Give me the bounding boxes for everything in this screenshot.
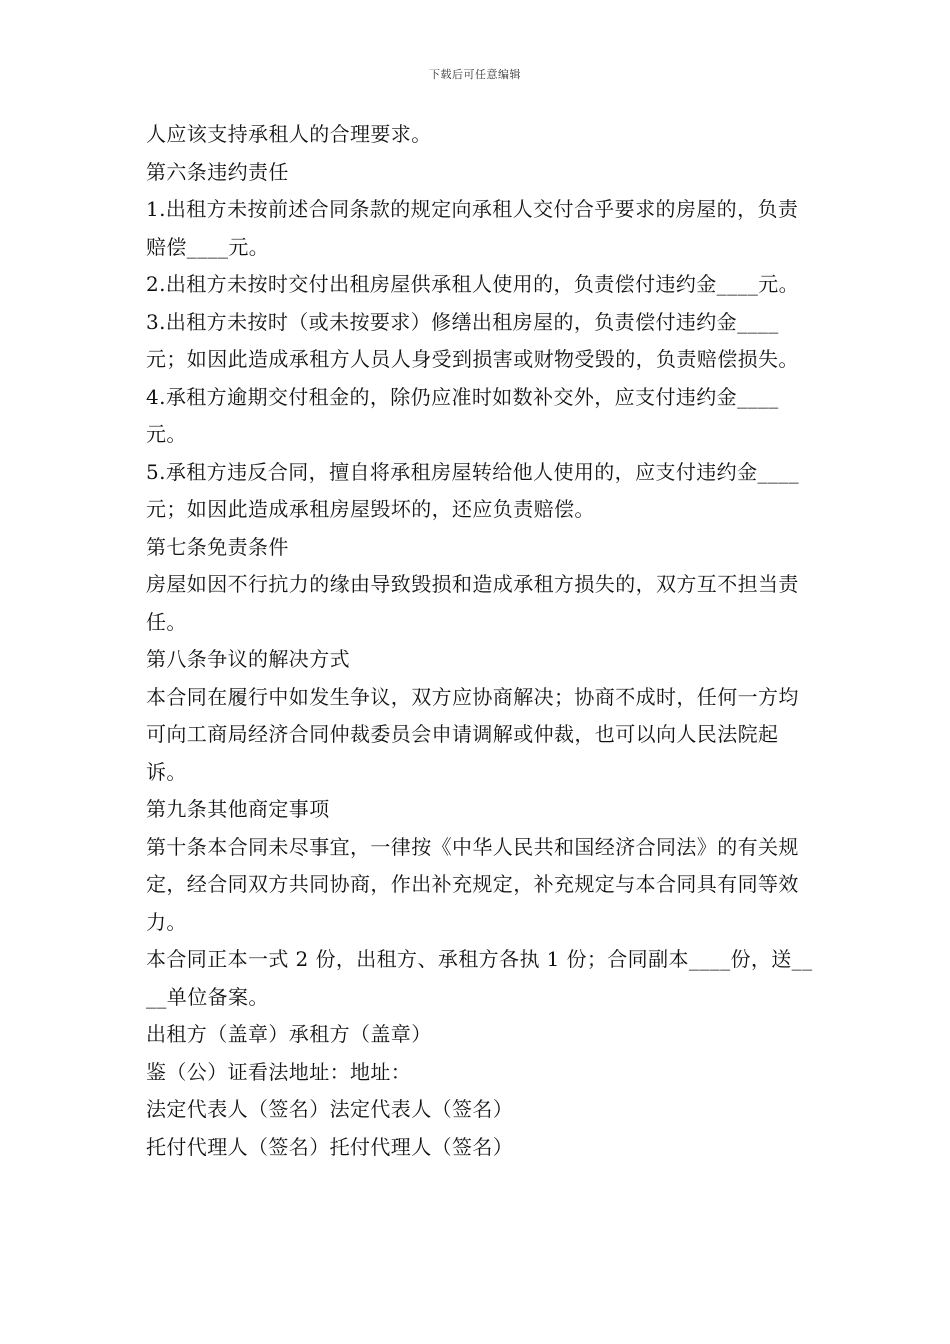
clause-6-4: 4.承租方逾期交付租金的，除仍应准时如数补交外，应支付违约金____元。 [146,384,779,446]
article-8-text: 本合同在履行中如发生争议，双方应协商解决；协商不成时，任何一方均可向工商局经济合同仲裁委员会申请调解或仲裁，也可以向人民法院起诉。 [146,684,799,784]
copies-clause: 本合同正本一式 2 份，出租方、承租方各执 1 份；合同副本____份，送____单位备案。 [146,947,813,1009]
clause-6-1: 1.出租方未按前述合同条款的规定向承租人交付合乎要求的房屋的，负责赔偿____元。 [146,197,799,259]
section-heading-article-7: 第七条免责条件 [146,534,289,559]
document-body [146,116,814,1166]
signature-seal-line: 出租方（盖章）承租方（盖章） [146,1022,432,1046]
signature-address-line: 鉴（公）证看法地址：地址： [146,1059,412,1084]
article-7-text: 房屋如因不行抗力的缘由导致毁损和造成承租方损失的，双方互不担当责任。 [146,572,799,634]
section-heading-article-8: 第八条争议的解决方式 [146,647,350,671]
section-heading-article-6: 第六条违约责任 [146,159,289,184]
paragraph-continuation: 人应该支持承租人的合理要求。 [146,122,432,146]
clause-6-5: 5.承租方违反合同，擅自将承租房屋转给他人使用的，应支付违约金____元；如因此造成承租房屋毁坏的，还应负责赔偿。 [146,459,800,521]
article-10-text: 第十条本合同未尽事宜，一律按《中华人民共和国经济合同法》的有关规定，经合同双方共同协商，作出补充规定，补充规定与本合同具有同等效力。 [146,834,799,934]
section-heading-article-9: 第九条其他商定事项 [146,797,330,821]
signature-agent-line: 托付代理人（签名）托付代理人（签名） [146,1134,514,1159]
clause-6-2: 2.出租方未按时交付出租房屋供承租人使用的，负责偿付违约金____元。 [146,272,800,296]
page-header: 下载后可任意编辑 [429,68,521,81]
clause-6-3: 3.出租方未按时（或未按要求）修缮出租房屋的，负责偿付违约金____元；如因此造成承租方人员人身受到损害或财物受毁的，负责赔偿损失。 [146,309,799,371]
signature-legal-rep-line: 法定代表人（签名）法定代表人（签名） [146,1097,514,1121]
